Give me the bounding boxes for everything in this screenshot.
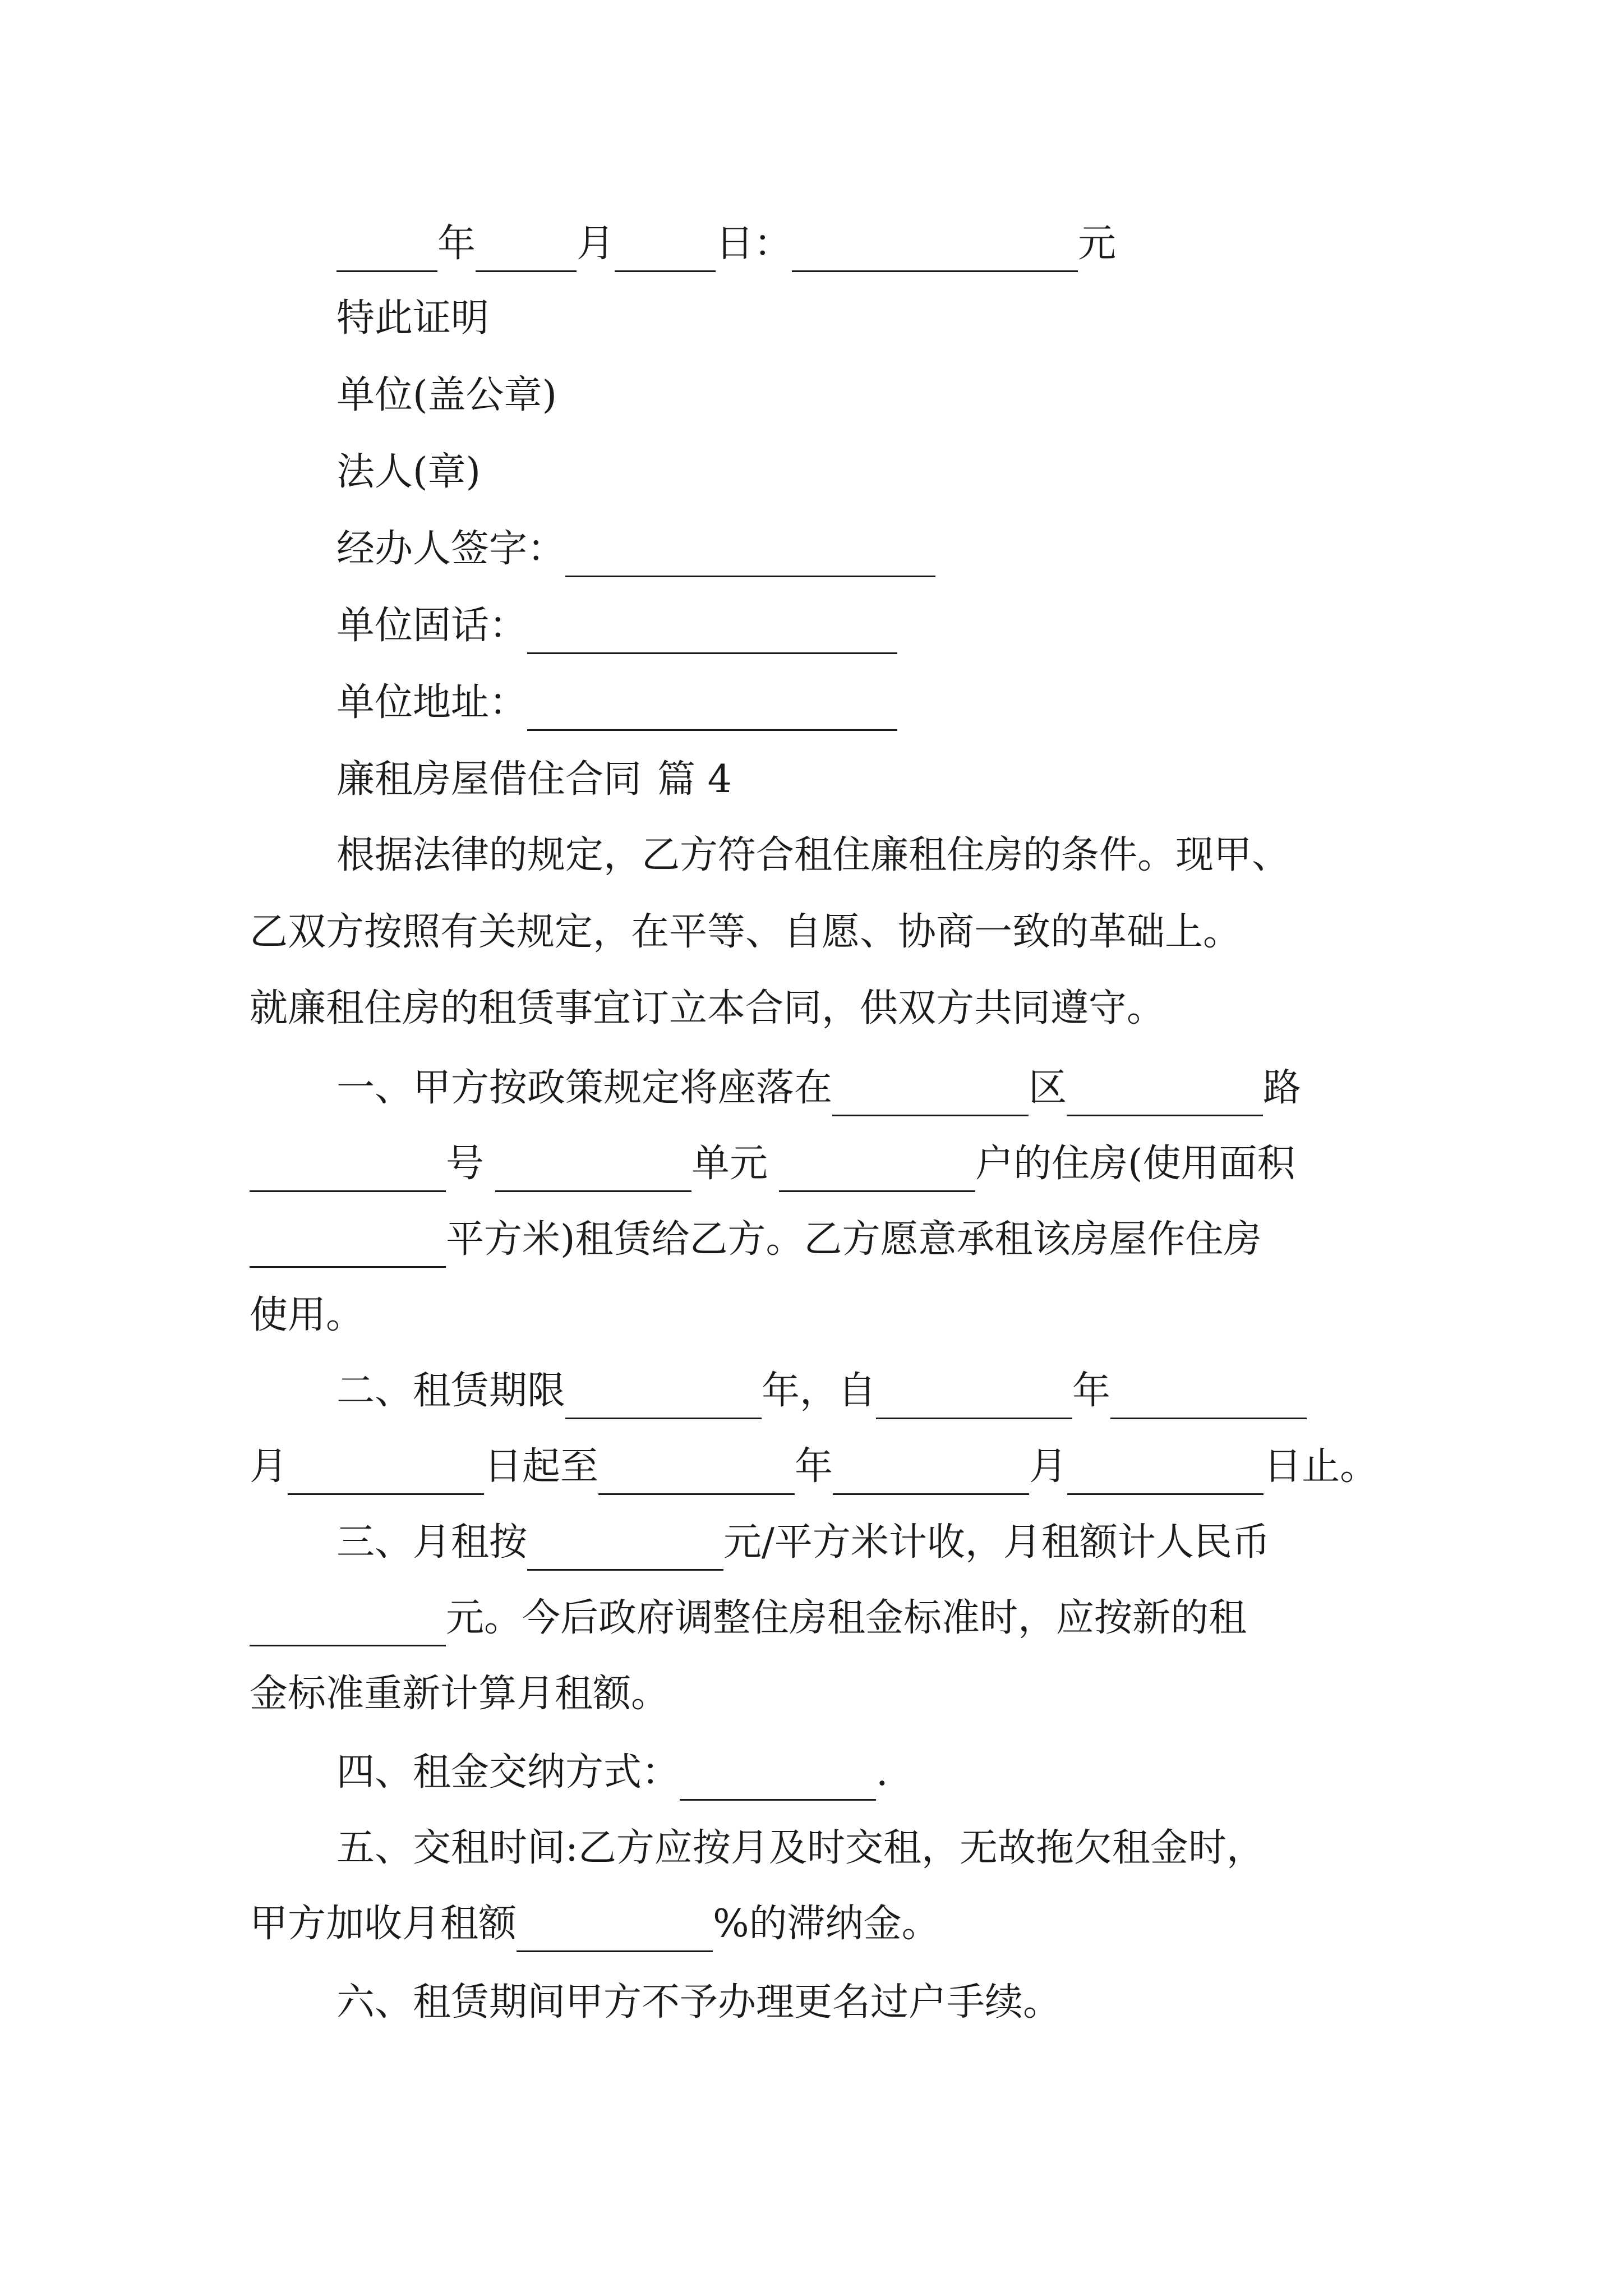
clause1-text-g: 平方米)租赁给乙方。乙方愿意承租该房屋作住房	[446, 1217, 1262, 1262]
unit-phone-line	[336, 598, 897, 654]
address-label: 单位地址：	[336, 680, 528, 725]
start-month-blank[interactable]	[1110, 1373, 1307, 1419]
clause2-line-1	[336, 1363, 1307, 1419]
end-day-blank[interactable]	[1067, 1448, 1264, 1495]
clause2-text-g: 月	[1029, 1444, 1068, 1489]
address-blank[interactable]	[527, 684, 897, 731]
clause5-text-b: 甲方加收月租额	[250, 1902, 517, 1946]
clause1-line-1	[336, 1060, 1301, 1116]
clause1-line-3	[250, 1212, 1262, 1268]
end-year-blank[interactable]	[598, 1448, 795, 1495]
yuan-label: 元	[1078, 222, 1117, 266]
month-blank[interactable]	[476, 226, 577, 272]
payment-method-blank[interactable]	[680, 1754, 876, 1801]
clause5-text-c: %的滞纳金。	[713, 1902, 940, 1946]
handler-signature-blank[interactable]	[565, 531, 935, 577]
area-blank[interactable]	[250, 1221, 446, 1268]
late-fee-blank[interactable]	[517, 1906, 713, 1952]
district-blank[interactable]	[832, 1070, 1029, 1116]
clause2-text-d: 月	[250, 1444, 288, 1489]
clause3-text-b: 元/平方米计收，月租额计人民币	[723, 1520, 1270, 1565]
clause2-text-e: 日起至	[484, 1444, 599, 1489]
clause3-text-a: 三、月租按	[336, 1520, 528, 1565]
clause4-line	[336, 1745, 888, 1801]
clause3-text-c: 元。今后政府调整住房租金标准时，应按新的租	[446, 1596, 1247, 1640]
month-label: 月	[577, 222, 615, 266]
clause3-line-2	[250, 1590, 1247, 1646]
legal-person-text: 法人(章)	[336, 450, 481, 494]
clause2-line-2	[250, 1439, 1378, 1495]
intro-line-3: 就廉租住房的租赁事宜订立本合同，供双方共同遵守。	[250, 986, 1165, 1030]
lease-years-blank[interactable]	[565, 1373, 762, 1419]
intro-line-2: 乙双方按照有关规定，在平等、自愿、协商一致的革础上。	[250, 910, 1242, 954]
clause1-text-a: 一、甲方按政策规定将座落在	[336, 1066, 833, 1110]
day-label: 日：	[716, 222, 792, 266]
start-year-blank[interactable]	[876, 1373, 1072, 1419]
clause2-text-f: 年	[795, 1444, 833, 1489]
clause3-line-1	[336, 1515, 1270, 1571]
clause1-line-2	[250, 1136, 1295, 1192]
unit-seal-text: 单位(盖公章)	[336, 373, 557, 417]
clause4-text-b: .	[876, 1750, 888, 1795]
unit-address-line	[336, 675, 897, 731]
household-blank[interactable]	[779, 1145, 975, 1192]
clause2-text-b: 年，自	[762, 1369, 877, 1413]
phone-blank[interactable]	[527, 608, 897, 654]
clause1-line-4: 使用。	[250, 1293, 365, 1337]
intro-line-1: 根据法律的规定，乙方符合租住廉租住房的条件。现甲、	[336, 833, 1290, 877]
section-number: 篇 4	[657, 757, 732, 802]
clause3-line-3: 金标准重新计算月租额。	[250, 1672, 670, 1716]
day-blank[interactable]	[615, 226, 716, 272]
clause2-text-a: 二、租赁期限	[336, 1369, 566, 1413]
clause1-text-f: 户的住房(使用面积	[975, 1142, 1295, 1186]
monthly-rent-blank[interactable]	[250, 1600, 446, 1646]
clause4-text-a: 四、租金交纳方式：	[336, 1750, 680, 1795]
clause2-text-c: 年	[1072, 1369, 1111, 1413]
section-title: 廉租房屋借住合同	[336, 757, 642, 802]
clause5-line-2	[250, 1896, 940, 1952]
clause5-line-1: 五、交租时间:乙方应按月及时交租，无故拖欠租金时，	[336, 1826, 1265, 1870]
clause1-text-c: 路	[1263, 1066, 1302, 1110]
clause2-text-h: 日止。	[1264, 1444, 1378, 1489]
certify-text: 特此证明	[336, 296, 490, 341]
handler-signature-line	[336, 521, 935, 577]
end-month-blank[interactable]	[833, 1448, 1029, 1495]
clause6-line: 六、租赁期间甲方不予办理更名过户手续。	[336, 1980, 1062, 2024]
number-blank[interactable]	[250, 1145, 446, 1192]
amount-blank[interactable]	[792, 226, 1078, 272]
unit-blank[interactable]	[495, 1145, 691, 1192]
section-heading	[336, 752, 732, 808]
handler-label: 经办人签字：	[336, 527, 566, 571]
date-line	[336, 216, 1116, 272]
year-blank[interactable]	[336, 226, 437, 272]
phone-label: 单位固话：	[336, 604, 528, 648]
road-blank[interactable]	[1067, 1070, 1263, 1116]
year-label: 年	[437, 222, 476, 266]
clause1-text-b: 区	[1029, 1066, 1067, 1110]
clause1-text-e: 单元	[691, 1142, 768, 1186]
clause1-text-d: 号	[446, 1142, 485, 1186]
start-day-blank[interactable]	[288, 1448, 484, 1495]
rent-rate-blank[interactable]	[527, 1524, 723, 1571]
